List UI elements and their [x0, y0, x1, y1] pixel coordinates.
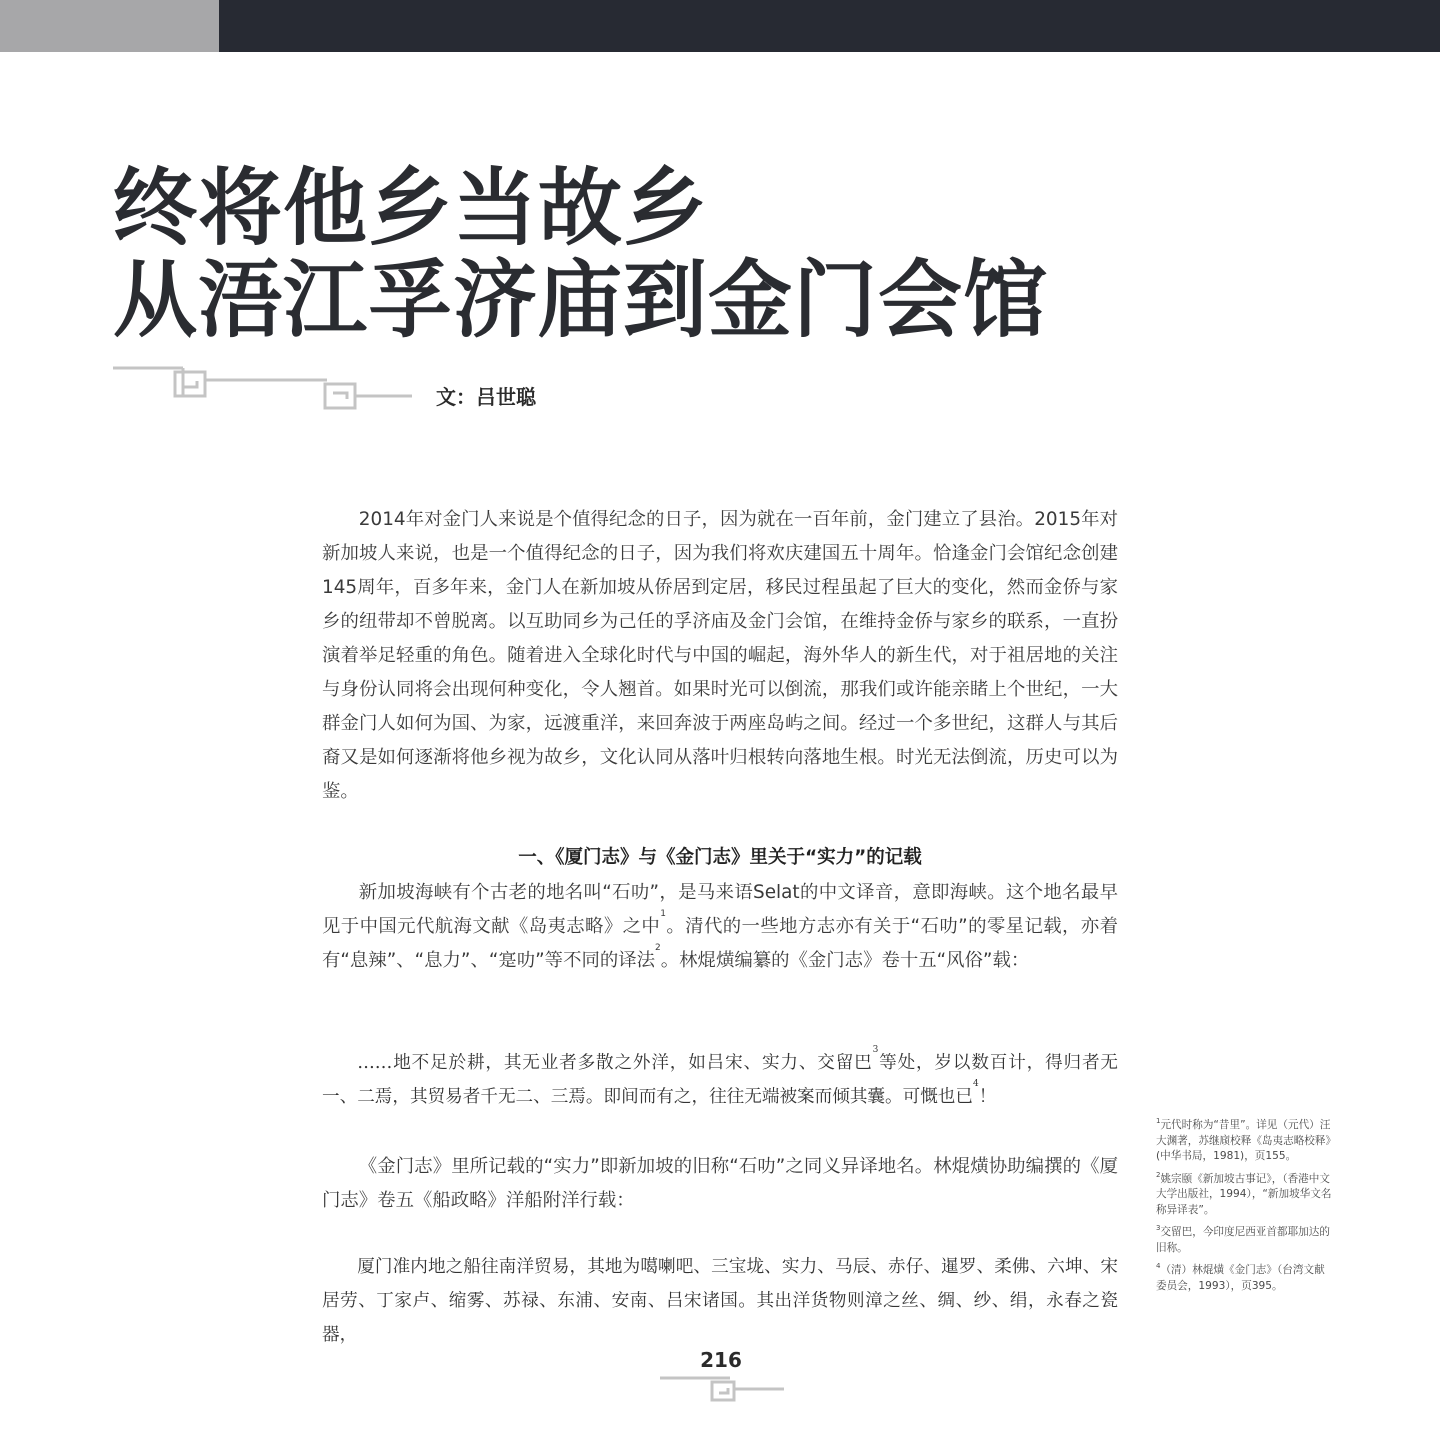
footnote-3: $^3$交留巴，今印度尼西亚首都耶加达的旧称。 [1156, 1224, 1330, 1254]
section-heading: 一、《厦门志》与《金门志》里关于“实力”的记载 [518, 847, 922, 868]
intro-text: 2014年对金门人来说是个值得纪念的日子，因为就在一百年前，金门建立了县治。2015年对新加坡人来说，也是一个值得纪念的日子，因为我们将欢庆建国五十周年。恰逢金门会馆纪念创建145周年，百多年来，金门人在新加坡从侨居到定居，移民过程虽起了巨大的变化，然而金侨与家乡的纽带却不曾脱离。以互助同乡为己任的孚济庙及金门会馆，在维持金侨与家乡的联系，一直扮演着举足轻重的角色。随着进入全球化时代与中国的崛起，海外华人的新生代，对于祖居地的关注与身份认同将会出现何种变化，令人翘首。如果时光可以倒流，那我们或许能亲睹上个世纪，一大群金门人如何为国、为家，远渡重洋，来回奔波于两座岛屿之间。经过一个多世纪，这群人与其后裔又是如何逐渐将他乡视为故乡，文化认同从落叶归根转向落地生根。时光无法倒流，历史可以为鉴。 [322, 509, 1118, 802]
footnote-ref-2[interactable]: 2 [655, 943, 661, 953]
p2-text-a: 新加坡海峡有个古老的地名叫“石叻”，是马来语Selat的中文译音，意即海峡。这个地名最早见于中国元代航海文献《岛夷志略》之中 [322, 882, 1118, 937]
title-line-2: 从浯江孚济庙到金门会馆 [113, 251, 1049, 349]
quote1-text-a: ……地不足於耕，其无业者多散之外洋，如吕宋、实力、交留巴 [357, 1053, 873, 1073]
author-byline: 文：吕世聪 [436, 385, 536, 409]
page-number: 216 [700, 1348, 742, 1372]
quote1-text-b: 等处，岁以数百计，得归者无一、二焉，其贸易者千无二、三焉。即间而有之，往往无端被案而倾其囊。可慨也已 [322, 1053, 1118, 1107]
p2-text-b: 。清代的一些地方志亦有关于“石叻”的零星记载，亦着有“息辣”、“息力”、“寔叻”等不同的译法 [322, 916, 1118, 971]
title-line-1: 终将他乡当故乡 [113, 159, 709, 257]
footnote-ref-3[interactable]: 3 [872, 1045, 879, 1055]
footnote-1: $^1$元代时称为“昔里”。详见（元代）汪大渊著，苏继庼校释《岛夷志略校释》(中华书局，1981)，页155。 [1156, 1117, 1331, 1162]
footnote-ref-4[interactable]: 4 [972, 1079, 979, 1089]
quote1-text-c: ！ [978, 1087, 997, 1107]
p3-text: 《金门志》里所记载的“实力”即新加坡的旧称“石叻”之同义异译地名。林焜熿协助编撰的《厦门志》卷五《船政略》洋船附洋行载： [322, 1156, 1118, 1211]
p2-text-c: 。林焜熿编纂的《金门志》卷十五“风俗”载： [660, 950, 1030, 971]
footnote-2: $^2$姚宗颐《新加坡古事记》，（香港中文大学出版社，1994），“新加坡华文名称异译表”。 [1156, 1170, 1332, 1216]
footnote-ref-1[interactable]: 1 [660, 909, 666, 919]
footnote-4: $^4$（清）林焜熿《金门志》（台湾文献委员会，1993），页395。 [1156, 1262, 1325, 1292]
quote2-text: 厦门准内地之船往南洋贸易，其地为噶喇吧、三宝垅、实力、马辰、赤仔、暹罗、柔佛、六坤、宋居劳、丁家卢、缩雾、苏禄、东浦、安南、吕宋诸国。其出洋货物则漳之丝、绸、纱、绢，永春之瓷器， [322, 1257, 1118, 1345]
